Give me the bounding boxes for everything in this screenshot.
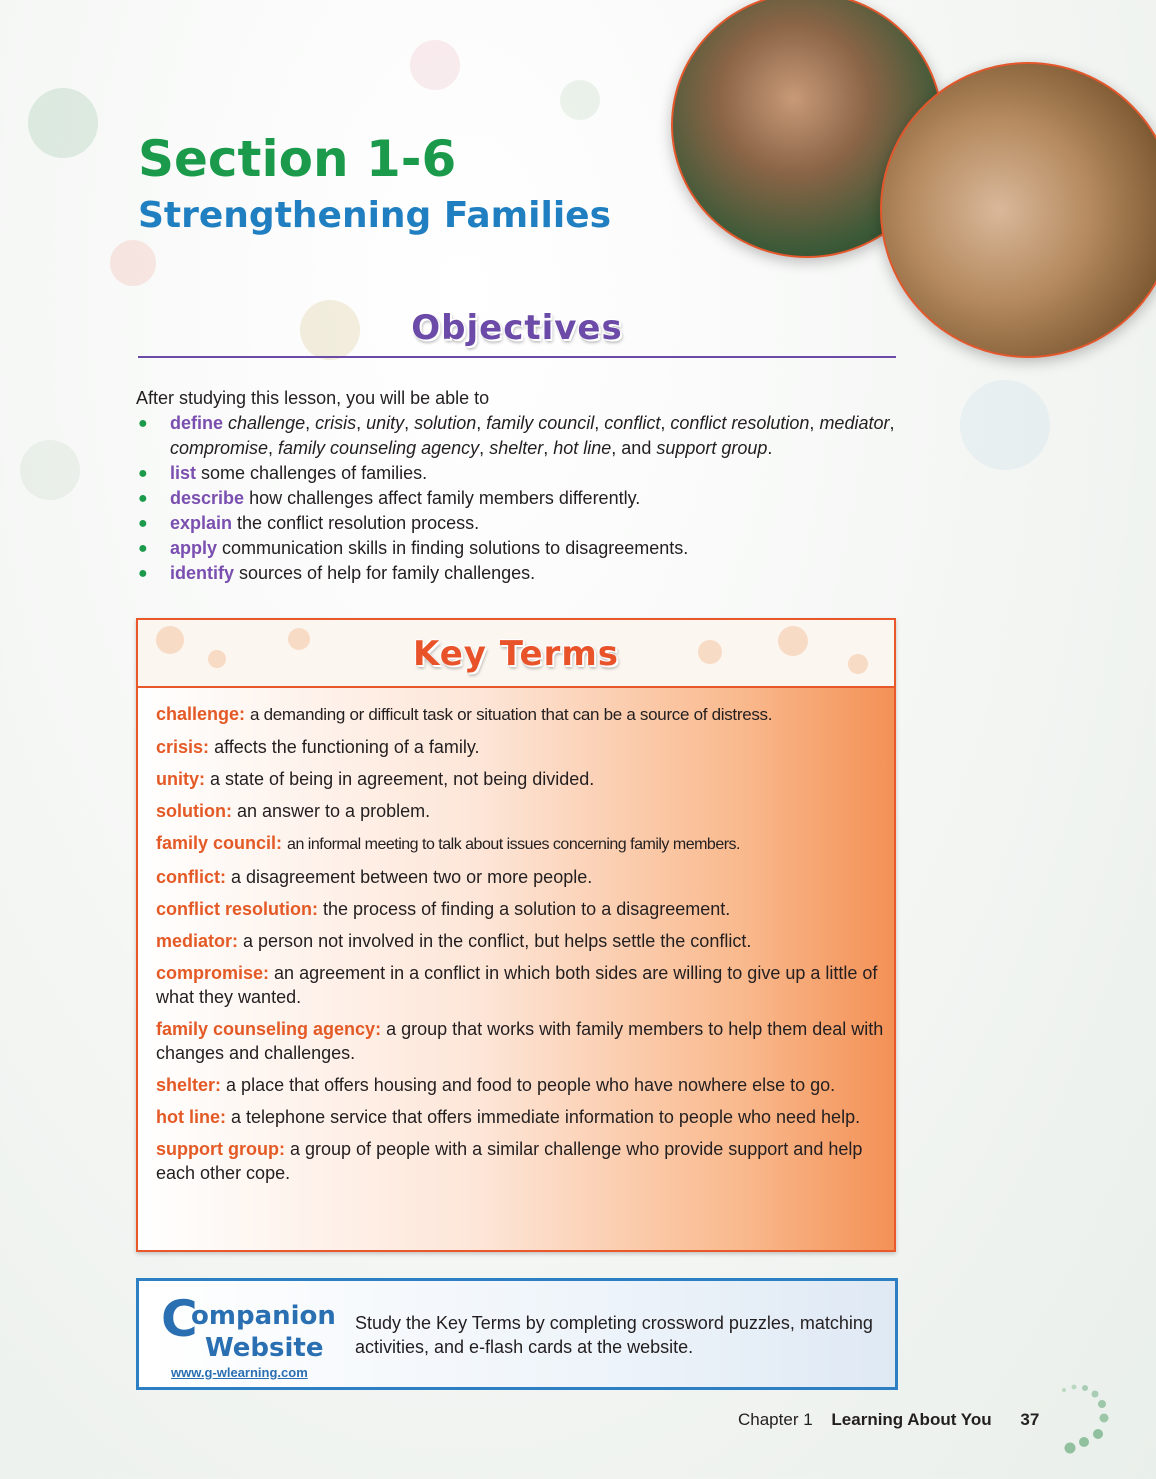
objective-item <box>136 461 916 486</box>
objective-item <box>136 561 916 586</box>
key-terms-heading: Key Terms <box>413 634 619 674</box>
define-term: solution <box>414 413 477 433</box>
key-term: solution: <box>156 801 232 821</box>
objective-text: some challenges of families. <box>201 463 428 483</box>
objective-verb: identify <box>170 563 235 583</box>
define-term: hot line <box>553 438 612 458</box>
objective-verb: list <box>170 463 197 483</box>
key-term: hot line: <box>156 1107 226 1127</box>
objective-verb: apply <box>170 538 218 558</box>
objectives-intro: After studying this lesson, you will be able to <box>136 388 490 408</box>
objective-item <box>136 536 916 561</box>
define-terms: challenge, crisis, unity, solution, family council, conflict, conflict resolution, mediator, compromise, family counseling agency, shelter, hot line, and support group. <box>170 413 895 458</box>
key-term: conflict: <box>156 867 226 887</box>
companion-website-box <box>136 1278 898 1390</box>
key-term: challenge: <box>156 704 246 724</box>
key-term-item <box>156 961 884 1009</box>
key-term-definition: a group that works with family members to help them deal with changes and challenges. <box>156 1019 884 1063</box>
key-term-item <box>156 865 884 889</box>
page-number: 37 <box>1020 1410 1040 1429</box>
section-number: Section 1-6 <box>138 130 457 188</box>
define-term: family council <box>486 413 595 433</box>
key-term-definition: affects the functioning of a family. <box>214 737 480 757</box>
footer-chapter-title: Learning About You <box>831 1410 992 1429</box>
key-term-item <box>156 767 884 791</box>
decorative-dots-icon <box>1054 1382 1114 1462</box>
key-term-item <box>156 702 884 727</box>
bullet-icon: ● <box>138 415 148 432</box>
bullet-icon: ● <box>138 565 148 582</box>
define-term: shelter <box>489 438 544 458</box>
objective-text: communication skills in finding solutions to disagreements. <box>222 538 689 558</box>
key-term-definition: a demanding or difficult task or situation that can be a source of distress. <box>250 705 773 724</box>
key-term: unity: <box>156 769 205 789</box>
bullet-icon: ● <box>138 540 148 557</box>
key-term-item <box>156 897 884 921</box>
footer-chapter: Chapter 1 <box>738 1410 813 1429</box>
bullet-icon: ● <box>138 490 148 507</box>
key-term-item <box>156 799 884 823</box>
objectives-divider <box>138 356 896 358</box>
key-term: shelter: <box>156 1075 222 1095</box>
key-term: crisis: <box>156 737 210 757</box>
key-term-definition: an agreement in a conflict in which both sides are willing to give up a little of what they wanted. <box>156 963 878 1007</box>
photo-family <box>880 62 1156 358</box>
key-term: conflict resolution: <box>156 899 318 919</box>
companion-url-link[interactable]: www.g-wlearning.com <box>171 1365 308 1380</box>
key-term-item <box>156 1073 884 1097</box>
objective-text: how challenges affect family members differently. <box>249 488 641 508</box>
key-term: family council: <box>156 833 283 853</box>
key-term-definition: a place that offers housing and food to people who have nowhere else to go. <box>226 1075 836 1095</box>
objective-text: sources of help for family challenges. <box>239 563 536 583</box>
objective-define <box>136 411 916 461</box>
key-terms-box <box>136 618 896 1252</box>
define-term: challenge <box>228 413 306 433</box>
objective-verb: explain <box>170 513 233 533</box>
objective-verb: describe <box>170 488 245 508</box>
key-term-item <box>156 735 884 759</box>
key-term: support group: <box>156 1139 285 1159</box>
objective-item <box>136 486 916 511</box>
define-term: mediator <box>819 413 890 433</box>
key-term: family counseling agency: <box>156 1019 382 1039</box>
key-term-definition: a telephone service that offers immediate information to people who need help. <box>231 1107 861 1127</box>
objectives-heading: Objectives <box>411 308 623 348</box>
key-terms-list <box>138 688 894 1185</box>
bullet-icon: ● <box>138 515 148 532</box>
objectives-list <box>136 386 916 586</box>
define-term: family counseling agency <box>278 438 480 458</box>
objective-verb: define <box>170 413 224 433</box>
page-footer <box>738 1410 1039 1430</box>
define-term: conflict <box>604 413 661 433</box>
define-and-word: and <box>621 438 657 458</box>
section-title: Strengthening Families <box>138 195 612 236</box>
key-term: compromise: <box>156 963 270 983</box>
companion-logo-c: C <box>161 1290 198 1348</box>
key-term: mediator: <box>156 931 239 951</box>
key-term-item <box>156 1137 884 1185</box>
key-term-definition: a group of people with a similar challenge who provide support and help each other cope. <box>156 1139 863 1183</box>
key-term-definition: the process of finding a solution to a disagreement. <box>323 899 731 919</box>
key-term-item <box>156 831 884 857</box>
key-term-item <box>156 929 884 953</box>
companion-logo-line1: ompanion <box>191 1301 336 1331</box>
key-term-definition: an answer to a problem. <box>237 801 431 821</box>
companion-website-logo[interactable] <box>149 1291 349 1381</box>
define-term: compromise <box>170 438 269 458</box>
key-term-definition: a person not involved in the conflict, but helps settle the conflict. <box>243 931 752 951</box>
key-term-definition: a state of being in agreement, not being divided. <box>210 769 595 789</box>
define-term: support group <box>656 438 768 458</box>
key-term-item <box>156 1017 884 1065</box>
companion-text: Study the Key Terms by completing crossword puzzles, matching activities, and e-flash cards at the website. <box>355 1313 873 1357</box>
key-term-item <box>156 1105 884 1129</box>
define-term: crisis <box>315 413 357 433</box>
companion-logo-line2: Website <box>205 1333 324 1363</box>
key-term-definition: an informal meeting to talk about issues concerning family members. <box>287 836 740 853</box>
define-term: conflict resolution <box>670 413 810 433</box>
define-term: unity <box>366 413 405 433</box>
key-terms-header <box>138 620 894 688</box>
objective-item <box>136 511 916 536</box>
bullet-icon: ● <box>138 465 148 482</box>
objective-text: the conflict resolution process. <box>237 513 480 533</box>
section-title-block <box>138 132 611 238</box>
key-term-definition: a disagreement between two or more people. <box>231 867 593 887</box>
